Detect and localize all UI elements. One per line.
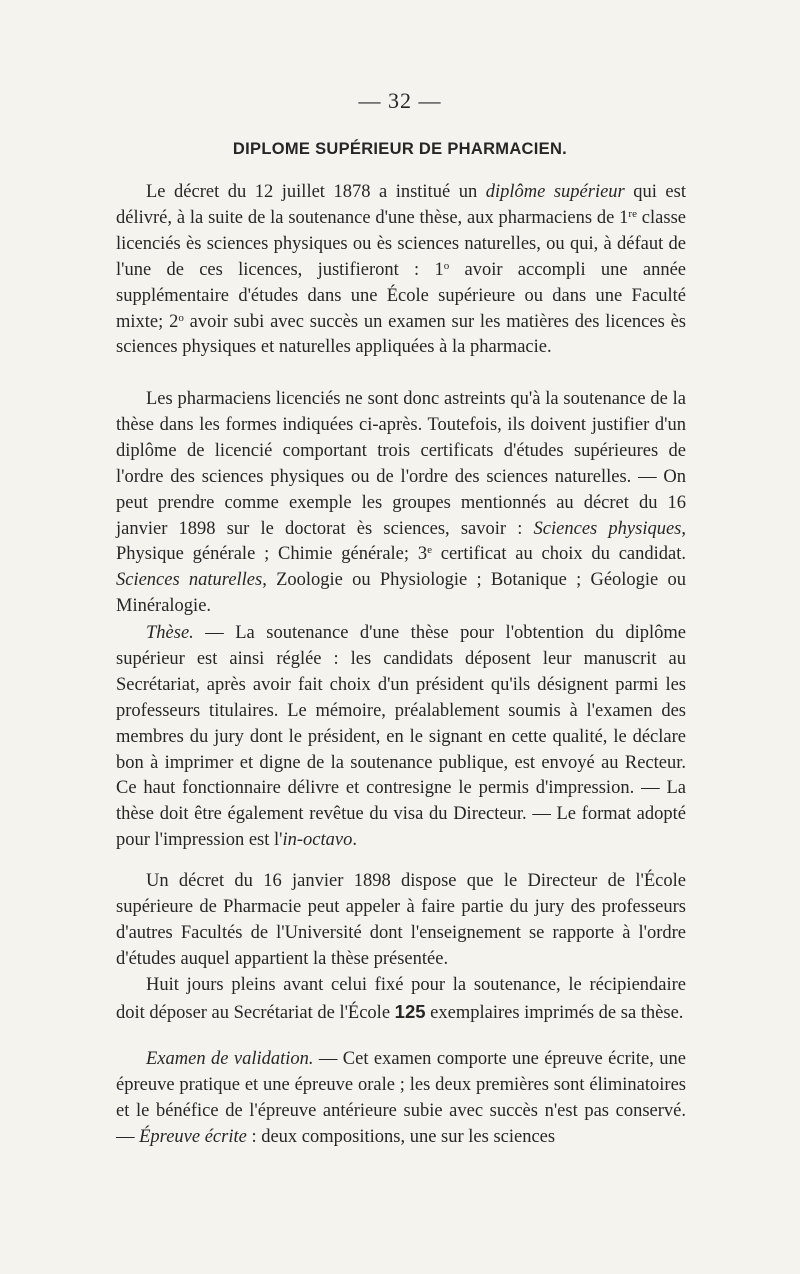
p1-text-e: classe licenciés ès sciences physiques ou ès sciences naturelles, ou qui, à défaut de l'une de ces licences, justifieront : 1 xyxy=(116,207,686,280)
section-heading: DIPLOME SUPÉRIEUR DE PHARMACIEN. xyxy=(232,140,568,158)
p3-italic-these: Thèse. xyxy=(146,623,194,643)
p1-text-c: qui est délivré, à la suite de la soutenance d'une thèse, aux pharmaciens de 1 xyxy=(116,182,686,228)
paragraph-decret-jury: Un décret du 16 janvier 1898 dispose que le Directeur de l'École supérieure de Pharmacie peut appeler à faire partie du jury des professeurs d'autres Facultés de l'Université dont l'enseignement se rapporte à l'ordre d'études auquel appartient la thèse présentée. xyxy=(116,871,686,969)
p6-text-b: — Cet examen comporte une épreuve écrite, une épreuve pratique et une épreuve orale ; les deux premières sont éliminatoires et le bénéfice de l'épreuve antérieure subie avec succès n'est pas conservé. — xyxy=(116,1049,686,1147)
p2-text-e: certificat au choix du candidat. xyxy=(431,544,686,565)
p3-italic-in-octavo: in-octavo xyxy=(282,830,353,851)
p6-text-d: : deux compositions, une sur les sciences xyxy=(246,1126,556,1147)
page-number: — 32 — xyxy=(358,88,442,113)
p1-text-i: avoir subi avec succès un examen sur les matières des licences ès sciences physiques et naturelles appliquées à la pharmacie. xyxy=(116,311,686,358)
p1-italic-diplome: diplôme supérieur xyxy=(485,182,625,202)
paragraph-these xyxy=(116,621,686,854)
p1-sup-o2: o xyxy=(178,311,184,324)
p2-text-c: , Physique générale ; Chimie générale; 3 xyxy=(116,518,686,565)
paragraph-licencies xyxy=(116,387,686,620)
p2-italic-sciences-naturelles: Sciences naturelles xyxy=(116,570,263,591)
p3-text-b: — La soutenance d'une thèse pour l'obtention du diplôme supérieur est ainsi réglée : les candidats déposent leur manuscrit au Secrétariat, après avoir fait choix d'un président qu'ils désignent parmi les professeurs titulaires. Le mémoire, préalablement soumis à l'examen des membres du jury dont le président, en le signant en cette qualité, le déclare bon à imprimer et digne de la soutenance publique, est envoyé au Recteur. Ce haut fonctionnaire délivre et contresigne le permis d'impression. — La thèse doit être également revêtue du visa du Directeur. — Le format adopté pour l'impression est l' xyxy=(116,623,686,851)
p6-italic-epreuve-ecrite: Épreuve écrite xyxy=(139,1126,247,1147)
p5-text-c: exemplaires imprimés de sa thèse. xyxy=(425,1002,684,1023)
p1-sup-o1: o xyxy=(443,259,450,272)
p2-italic-sciences-physiques: Sciences physiques xyxy=(533,518,682,539)
paragraph-examen-validation xyxy=(116,1047,686,1151)
p2-sup-e: e xyxy=(427,544,432,557)
p6-italic-examen: Examen de validation. xyxy=(146,1049,314,1069)
p5-text-a: Huit jours pleins avant celui fixé pour la soutenance, le récipiendaire doit déposer au Secrétariat de l'École xyxy=(116,975,686,1023)
p1-text-g: avoir accompli une année supplémentaire d'études dans une École supérieure ou dans une Faculté mixte; 2 xyxy=(116,259,686,332)
p1-text-a: Le décret du 12 juillet 1878 a institué un xyxy=(146,182,486,202)
p2-text-g: , Zoologie ou Physiologie ; Botanique ; Géologie ou Minéralogie. xyxy=(116,570,687,617)
p2-text-a: Les pharmaciens licenciés ne sont donc astreints qu'à la soutenance de la thèse dans les formes indiquées ci-après. Toutefois, ils doivent justifier d'un diplôme de licencié comportant trois certificats d'études supérieures de l'ordre des sciences physiques ou de l'ordre des sciences naturelles. — On peut prendre comme exemple les groupes mentionnés au décret du 16 janvier 1898 sur le doctorat ès sciences, savoir : xyxy=(116,389,686,539)
paragraph-depot-exemplaires xyxy=(116,973,686,1027)
p5-count-125: 125 xyxy=(394,1000,426,1022)
p1-sup-re: re xyxy=(628,207,637,220)
p3-text-d: . xyxy=(352,830,357,851)
paragraph-diplome-intro xyxy=(116,180,686,361)
